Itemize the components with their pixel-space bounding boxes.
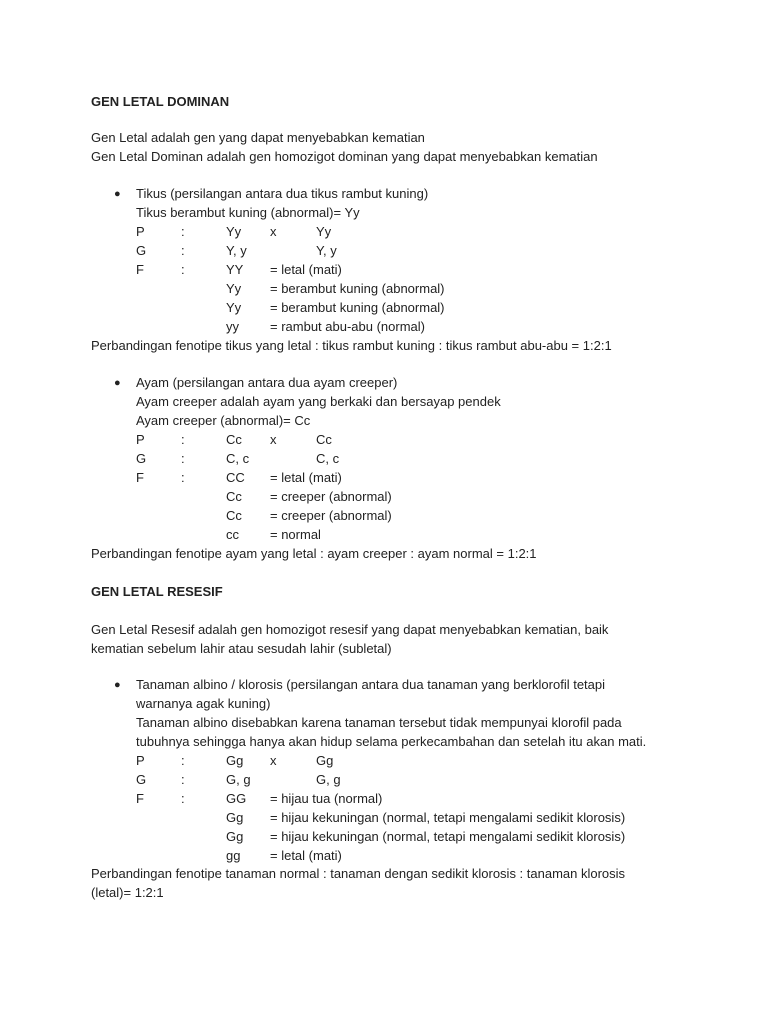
parent-genotype: Cc — [316, 432, 332, 447]
cross-colon: : — [181, 772, 185, 787]
offspring-genotype: Cc — [226, 508, 242, 523]
ayam-ratio: Perbandingan fenotipe ayam yang letal : ayam creeper : ayam normal = 1:2:1 — [91, 546, 537, 561]
cross-label: F — [136, 262, 144, 277]
tanaman-description: Tanaman albino disebabkan karena tanaman tersebut tidak mempunyai klorofil pada — [136, 715, 622, 730]
cross-label: F — [136, 470, 144, 485]
offspring-genotype: Cc — [226, 489, 242, 504]
offspring-genotype: gg — [226, 848, 241, 863]
section-title-gen-letal-dominan: GEN LETAL DOMINAN — [91, 94, 230, 109]
offspring-phenotype: = berambut kuning (abnormal) — [270, 300, 445, 315]
definition-gen-letal-resesif: Gen Letal Resesif adalah gen homozigot resesif yang dapat menyebabkan kematian, baik — [91, 622, 609, 637]
tanaman-heading: Tanaman albino / klorosis (persilangan antara dua tanaman yang berklorofil tetapi — [136, 677, 606, 692]
offspring-genotype: cc — [226, 527, 239, 542]
offspring-phenotype: = normal — [270, 527, 321, 542]
cross-colon: : — [181, 470, 185, 485]
cross-symbol: x — [270, 224, 277, 239]
offspring-genotype: YY — [226, 262, 244, 277]
offspring-phenotype: = letal (mati) — [270, 848, 342, 863]
parent-genotype: Gg — [316, 753, 334, 768]
tikus-ratio: Perbandingan fenotipe tikus yang letal : tikus rambut kuning : tikus rambut abu-abu = 1:2:1 — [91, 338, 612, 353]
offspring-genotype: Yy — [226, 300, 242, 315]
parent-genotype: Gg — [226, 753, 244, 768]
offspring-phenotype: = hijau tua (normal) — [270, 791, 383, 806]
cross-colon: : — [181, 451, 185, 466]
cross-colon: : — [181, 224, 185, 239]
offspring-phenotype: = berambut kuning (abnormal) — [270, 281, 445, 296]
cross-label: G — [136, 772, 147, 787]
cross-colon: : — [181, 791, 185, 806]
section-title-gen-letal-resesif: GEN LETAL RESESIF — [91, 584, 223, 599]
cross-colon: : — [181, 432, 185, 447]
offspring-genotype: Yy — [226, 281, 242, 296]
offspring-genotype: yy — [226, 319, 239, 334]
definition-gen-letal-resesif: kematian sebelum lahir atau sesudah lahir (subletal) — [91, 641, 392, 656]
ayam-description: Ayam creeper (abnormal)= Cc — [136, 413, 311, 428]
offspring-phenotype: = rambut abu-abu (normal) — [270, 319, 425, 334]
bullet-icon: ● — [114, 679, 121, 691]
cross-label: P — [136, 224, 145, 239]
gamete: G, g — [316, 772, 341, 787]
cross-colon: : — [181, 243, 185, 258]
offspring-phenotype: = creeper (abnormal) — [270, 508, 392, 523]
offspring-phenotype: = hijau kekuningan (normal, tetapi mengalami sedikit klorosis) — [270, 829, 626, 844]
offspring-genotype: Gg — [226, 810, 244, 825]
offspring-genotype: Gg — [226, 829, 244, 844]
offspring-phenotype: = letal (mati) — [270, 262, 342, 277]
gamete: Y, y — [226, 243, 247, 258]
offspring-genotype: GG — [226, 791, 247, 806]
gamete: G, g — [226, 772, 251, 787]
cross-label: P — [136, 753, 145, 768]
bullet-icon: ● — [114, 377, 121, 389]
parent-genotype: Yy — [226, 224, 242, 239]
cross-label: P — [136, 432, 145, 447]
cross-colon: : — [181, 753, 185, 768]
cross-symbol: x — [270, 432, 277, 447]
tanaman-heading: warnanya agak kuning) — [136, 696, 271, 711]
parent-genotype: Cc — [226, 432, 242, 447]
definition-gen-letal-dominan: Gen Letal Dominan adalah gen homozigot dominan yang dapat menyebabkan kematian — [91, 149, 598, 164]
cross-label: G — [136, 243, 147, 258]
offspring-phenotype: = letal (mati) — [270, 470, 342, 485]
offspring-phenotype: = creeper (abnormal) — [270, 489, 392, 504]
tikus-heading: Tikus (persilangan antara dua tikus rambut kuning) — [136, 186, 429, 201]
cross-symbol: x — [270, 753, 277, 768]
cross-colon: : — [181, 262, 185, 277]
tanaman-description: tubuhnya sehingga hanya akan hidup selama perkecambahan dan setelah itu akan mati. — [136, 734, 647, 749]
parent-genotype: Yy — [316, 224, 332, 239]
tanaman-ratio: (letal)= 1:2:1 — [91, 885, 164, 900]
offspring-phenotype: = hijau kekuningan (normal, tetapi mengalami sedikit klorosis) — [270, 810, 626, 825]
tanaman-ratio: Perbandingan fenotipe tanaman normal : tanaman dengan sedikit klorosis : tanaman klorosis — [91, 866, 626, 881]
gamete: Y, y — [316, 243, 337, 258]
cross-label: F — [136, 791, 144, 806]
gamete: C, c — [226, 451, 250, 466]
cross-label: G — [136, 451, 147, 466]
tikus-description: Tikus berambut kuning (abnormal)= Yy — [136, 205, 360, 220]
gamete: C, c — [316, 451, 340, 466]
offspring-genotype: CC — [226, 470, 245, 485]
definition-gen-letal: Gen Letal adalah gen yang dapat menyebabkan kematian — [91, 130, 425, 145]
ayam-heading: Ayam (persilangan antara dua ayam creeper) — [136, 375, 398, 390]
bullet-icon: ● — [114, 188, 121, 200]
ayam-description: Ayam creeper adalah ayam yang berkaki dan bersayap pendek — [136, 394, 501, 409]
